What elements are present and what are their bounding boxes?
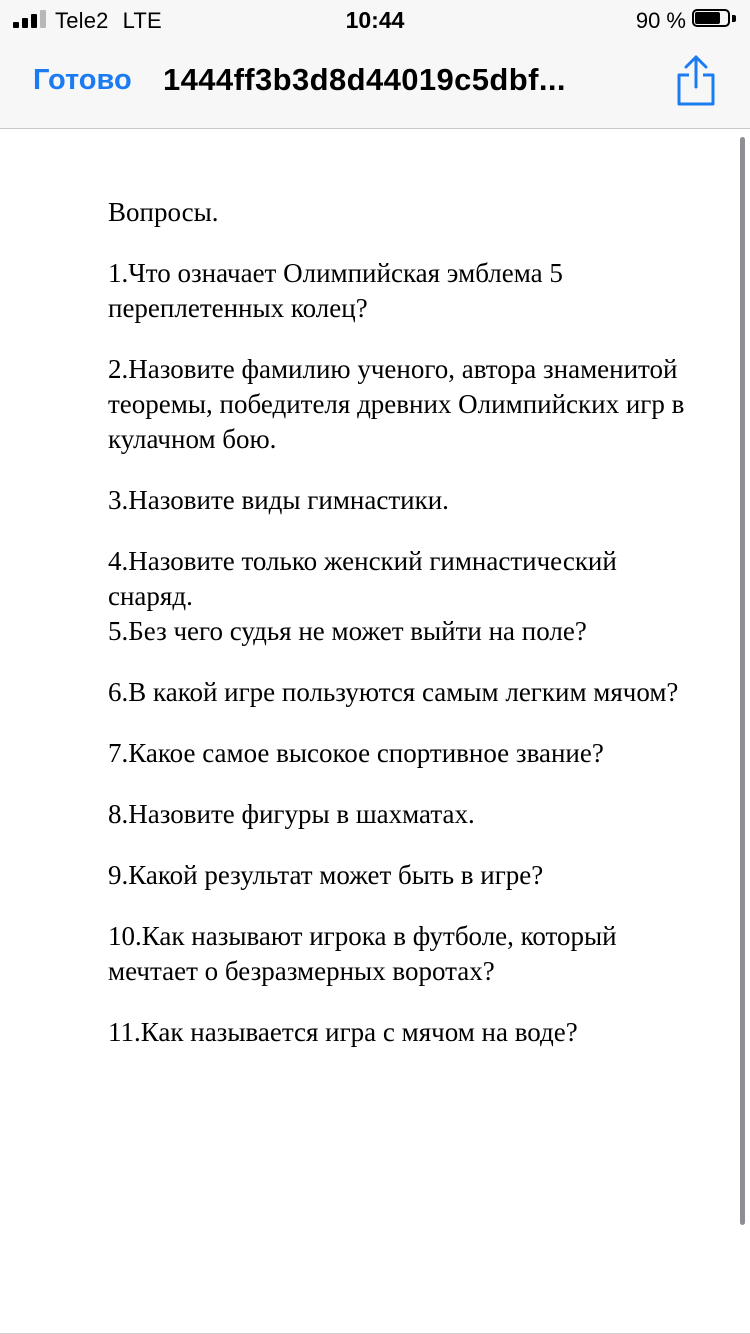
question-8: 8.Назовите фигуры в шахматах. [108, 799, 475, 829]
question-7: 7.Какое самое высокое спортивное звание? [108, 738, 604, 768]
question-10: 10.Как называют игрока в футболе, который мечтает о безразмерных воротах? [108, 921, 617, 986]
question-2: 2.Назовите фамилию ученого, автора знаменитой теоремы, победителя древних Олимпийских игр в кулачном бою. [108, 354, 685, 454]
question-1: 1.Что означает Олимпийская эмблема 5 переплетенных колец? [108, 258, 563, 323]
battery-percent: 90 % [635, 8, 686, 33]
document-viewer[interactable] [0, 129, 750, 1334]
document-title: 1444ff3b3d8d44019c5dbf... [163, 62, 566, 97]
status-time: 10:44 [345, 7, 405, 33]
question-4: 4.Назовите только женский гимнастический снаряд. [108, 546, 617, 611]
question-9: 9.Какой результат может быть в игре? [108, 860, 544, 890]
scrollbar[interactable] [740, 137, 745, 1225]
question-3: 3.Назовите виды гимнастики. [108, 485, 449, 515]
battery-fill [695, 12, 720, 24]
question-6: 6.В какой игре пользуются самым легким мячом? [108, 677, 679, 707]
document-page [108, 195, 698, 1076]
question-5: 5.Без чего судья не может выйти на поле? [108, 616, 587, 646]
question-11: 11.Как называется игра с мячом на воде? [108, 1017, 578, 1047]
share-button[interactable] [674, 54, 718, 108]
battery-icon [692, 9, 736, 29]
carrier-name: Tele2 [55, 8, 109, 33]
top-bar [0, 0, 750, 129]
share-icon [674, 54, 718, 108]
done-button[interactable]: Готово [33, 64, 132, 96]
network-type: LTE [122, 8, 162, 33]
document-heading: Вопросы. [108, 197, 219, 227]
status-bar [0, 0, 750, 40]
